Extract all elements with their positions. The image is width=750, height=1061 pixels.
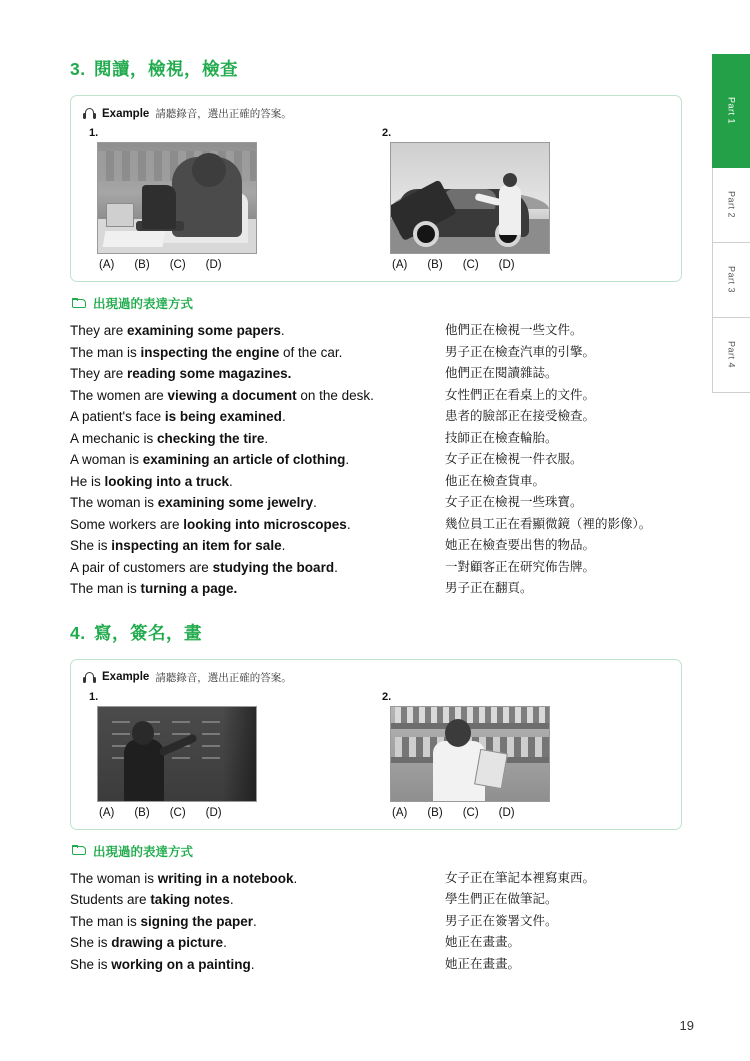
expression-keyword: examining some papers: [127, 323, 281, 338]
expression-prefix: Students are: [70, 892, 151, 907]
table-row: [70, 932, 682, 954]
choice-b[interactable]: (B): [427, 806, 443, 819]
table-row: [70, 535, 682, 557]
sidebar-item-part-3[interactable]: [712, 243, 750, 318]
expression-translation: 他正在檢查貨車。: [445, 473, 546, 488]
expression-keyword: looking into a truck: [104, 473, 230, 489]
headphone-icon: [83, 108, 96, 119]
expression-suffix: .: [313, 495, 317, 510]
photo-number: 2.: [382, 127, 392, 139]
page-content: [70, 56, 682, 975]
answer-choices: [89, 259, 376, 271]
expression-keyword: inspecting an item for sale: [111, 538, 282, 553]
section-3-example-box: [70, 95, 682, 282]
expression-keyword: writing in a notebook: [157, 870, 294, 886]
expression-prefix: The women are: [70, 387, 168, 403]
table-row: [70, 911, 682, 933]
example-label: Example: [102, 671, 150, 683]
choice-c[interactable]: (C): [462, 259, 479, 271]
expression-prefix: The man is: [70, 913, 141, 929]
expression-suffix: .: [250, 956, 255, 972]
table-row: [70, 320, 682, 342]
expression-keyword: signing the paper: [140, 913, 254, 929]
expression-translation: 她正在畫畫。: [445, 935, 521, 949]
section-4-number: 4.: [70, 622, 86, 643]
expression-translation: 她正在畫畫。: [445, 956, 521, 971]
expression-translation: 幾位員工正在看顯微鏡（裡的影像）。: [445, 516, 652, 531]
expression-keyword: taking notes: [150, 892, 230, 907]
expression-suffix: .: [346, 516, 351, 532]
photo-item: [376, 691, 669, 819]
expressions-title: 出現過的表達方式: [93, 844, 194, 859]
expression-translation: 女子正在筆記本裡寫東西。: [445, 870, 596, 885]
table-row: [70, 492, 682, 514]
folder-icon: [72, 298, 87, 309]
expression-prefix: A pair of customers are: [70, 559, 213, 575]
photo-number: 1.: [89, 690, 99, 703]
expression-keyword: examining an article of clothing: [142, 452, 346, 467]
expression-translation: 女子正在檢視一件衣服。: [445, 452, 583, 466]
sidebar-item-part-1[interactable]: [712, 54, 750, 168]
expression-suffix: .: [281, 538, 286, 553]
expression-prefix: A patient's face: [70, 409, 165, 424]
expression-translation: 男子正在翻頁。: [445, 581, 533, 595]
expression-prefix: She is: [70, 956, 112, 972]
table-row: [70, 557, 682, 579]
choice-a[interactable]: (A): [392, 259, 408, 271]
expression-prefix: They are: [70, 366, 128, 381]
section-3-expression-table: [70, 320, 682, 600]
expression-suffix: .: [345, 452, 350, 467]
photo-lab-microscope: [97, 142, 257, 254]
expression-suffix: .: [264, 430, 269, 446]
choice-d[interactable]: (D): [498, 259, 515, 271]
section-4-heading: [70, 620, 682, 645]
expression-suffix: .: [229, 473, 233, 489]
expression-suffix: .: [280, 323, 285, 338]
example-label: Example: [102, 107, 150, 120]
section-3-number: 3.: [70, 59, 86, 79]
expression-translation: 技師正在檢查輪胎。: [445, 430, 558, 445]
expression-keyword: studying the board: [212, 559, 335, 575]
folder-icon: [72, 845, 87, 856]
part-tab-label: Part 2: [726, 191, 737, 219]
expression-prefix: She is: [70, 538, 112, 553]
table-row: [70, 954, 682, 976]
part-tab-label: Part 1: [726, 96, 737, 124]
table-row: [70, 406, 682, 428]
expression-keyword: turning a page.: [140, 581, 238, 596]
expression-translation: 他們正在檢視一些文件。: [445, 323, 583, 337]
photo-man-clipboard: [390, 706, 550, 802]
expression-suffix: .: [281, 409, 286, 424]
expression-keyword: looking into microscopes: [183, 516, 347, 532]
expression-suffix: .: [334, 559, 338, 575]
table-row: [70, 578, 682, 600]
table-row: [70, 868, 682, 890]
choice-a[interactable]: (A): [99, 806, 115, 819]
choice-b[interactable]: (B): [134, 259, 150, 271]
section-3-title: 閱讀，檢視，檢查: [93, 59, 238, 79]
expression-suffix: .: [229, 892, 234, 907]
expression-suffix: on the desk.: [296, 387, 374, 403]
answer-choices: [382, 259, 669, 271]
section-4-photos: [83, 691, 669, 819]
expression-translation: 患者的臉部正在接受檢查。: [445, 409, 596, 423]
expression-translation: 女子正在檢視一些珠寶。: [445, 495, 583, 509]
sidebar-item-part-2[interactable]: [712, 168, 750, 243]
photo-item: [376, 127, 669, 271]
headphone-icon: [83, 672, 96, 683]
answer-choices: [89, 807, 376, 819]
table-row: [70, 428, 682, 450]
choice-d[interactable]: (D): [205, 806, 222, 819]
expression-keyword: inspecting the engine: [140, 344, 280, 360]
expression-keyword: is being examined: [164, 409, 282, 424]
table-row: [70, 514, 682, 536]
expression-keyword: checking the tire: [157, 430, 265, 446]
part-tabs: [712, 54, 750, 393]
table-row: [70, 889, 682, 911]
expression-suffix: .: [293, 870, 298, 886]
expression-prefix: She is: [70, 935, 112, 950]
choice-d[interactable]: (D): [498, 806, 515, 819]
expression-prefix: He is: [70, 473, 105, 489]
expression-prefix: The woman is: [70, 495, 158, 510]
answer-choices: [382, 807, 669, 819]
expression-prefix: The woman is: [70, 870, 158, 886]
expression-translation: 他們正在閱讀雜誌。: [445, 366, 558, 380]
expression-translation: 男子正在簽署文件。: [445, 913, 558, 928]
section-3-expressions-header: [72, 294, 682, 312]
expression-keyword: drawing a picture: [111, 935, 224, 950]
expression-translation: 女性們正在看桌上的文件。: [445, 387, 596, 402]
table-row: [70, 471, 682, 493]
expression-keyword: examining some jewelry: [157, 495, 314, 510]
table-row: [70, 363, 682, 385]
expression-suffix: of the car.: [279, 344, 343, 360]
expression-prefix: The man is: [70, 344, 141, 360]
section-4-example-header: [83, 670, 669, 685]
expression-translation: 學生們正在做筆記。: [445, 892, 558, 906]
choice-d[interactable]: (D): [205, 259, 222, 271]
choice-c[interactable]: (C): [462, 806, 479, 819]
expression-translation: 一對顧客正在研究佈告牌。: [445, 559, 596, 574]
expression-suffix: .: [253, 913, 257, 929]
expression-prefix: Some workers are: [70, 516, 184, 532]
example-note: 請聽錄音，選出正確的答案。: [155, 671, 292, 684]
table-row: [70, 342, 682, 364]
photo-mechanic-car-hood: [390, 142, 550, 254]
section-4-expression-table: [70, 868, 682, 976]
expression-prefix: The man is: [70, 581, 141, 596]
part-tab-label: Part 4: [726, 341, 737, 369]
section-3-photos: [83, 127, 669, 271]
example-note: 請聽錄音，選出正確的答案。: [155, 108, 292, 120]
section-4-title: 寫，簽名，畫: [93, 622, 202, 643]
expression-keyword: viewing a document: [167, 387, 297, 403]
part-tab-label: Part 3: [726, 266, 737, 294]
expressions-title: 出現過的表達方式: [93, 297, 194, 311]
sidebar-item-part-4[interactable]: [712, 318, 750, 393]
section-4-expressions-header: [72, 842, 682, 860]
expression-translation: 她正在檢查要出售的物品。: [445, 538, 596, 552]
expression-prefix: They are: [70, 323, 128, 338]
photo-item: [83, 691, 376, 819]
section-4-example-box: [70, 659, 682, 830]
choice-b[interactable]: (B): [134, 806, 150, 819]
expression-keyword: working on a painting: [111, 956, 251, 972]
choice-a[interactable]: (A): [99, 259, 115, 271]
choice-a[interactable]: (A): [392, 806, 408, 819]
choice-c[interactable]: (C): [169, 806, 186, 819]
expression-prefix: A woman is: [70, 452, 143, 467]
page-number: 19: [679, 1018, 694, 1033]
photo-item: [83, 127, 376, 271]
expression-keyword: reading some magazines.: [127, 366, 292, 381]
photo-woman-blackboard: [97, 706, 257, 802]
expression-suffix: .: [223, 935, 227, 950]
choice-c[interactable]: (C): [169, 259, 186, 271]
table-row: [70, 449, 682, 471]
section-3-example-header: [83, 106, 669, 121]
photo-number: 1.: [89, 127, 99, 139]
table-row: [70, 385, 682, 407]
expression-translation: 男子正在檢查汽車的引擎。: [445, 344, 596, 359]
expression-prefix: A mechanic is: [70, 430, 158, 446]
photo-number: 2.: [382, 690, 392, 703]
section-3-heading: [70, 56, 682, 81]
choice-b[interactable]: (B): [427, 259, 443, 271]
